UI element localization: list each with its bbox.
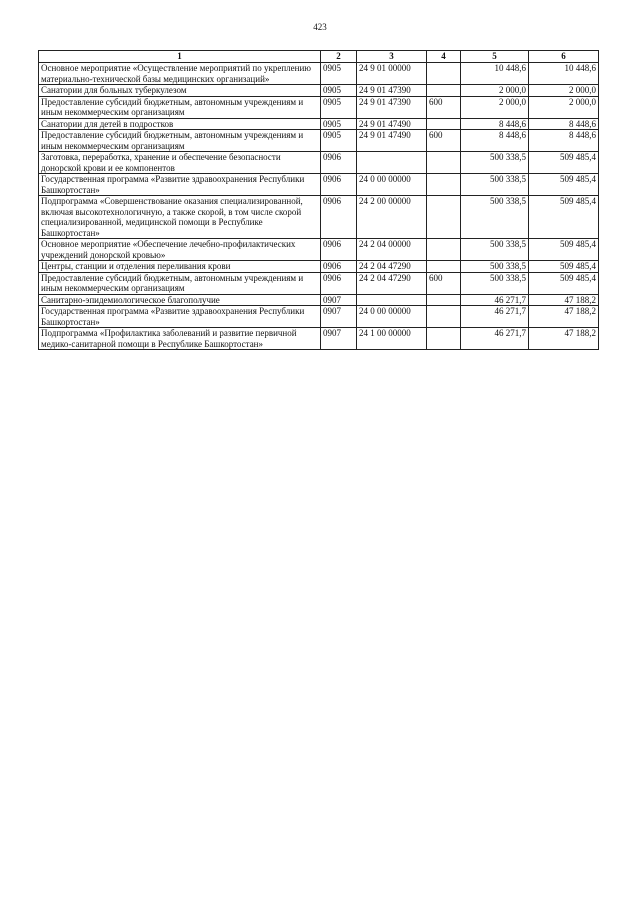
row-amount-year2-cell: 8 448,6 xyxy=(529,130,599,152)
column-header: 2 xyxy=(321,51,357,63)
row-name-cell: Центры, станции и отделения переливания крови xyxy=(39,261,321,273)
row-amount-year1-cell: 2 000,0 xyxy=(461,85,529,97)
row-target-article-cell: 24 1 00 00000 xyxy=(357,328,427,350)
row-expense-type-cell xyxy=(427,118,461,130)
table-row xyxy=(39,294,599,306)
row-name-cell: Подпрограмма «Совершенствование оказания специализированной, включая высокотехнологичную, а также скорой, в том числе скорой специализированной, медицинской помощи в Республике Башкортостан» xyxy=(39,196,321,239)
row-amount-year1-cell: 46 271,7 xyxy=(461,328,529,350)
row-target-article-cell: 24 9 01 47390 xyxy=(357,96,427,118)
table-row xyxy=(39,306,599,328)
row-amount-year2-cell: 2 000,0 xyxy=(529,85,599,97)
row-target-article-cell: 24 2 04 47290 xyxy=(357,272,427,294)
row-expense-type-cell xyxy=(427,306,461,328)
row-amount-year1-cell: 2 000,0 xyxy=(461,96,529,118)
row-amount-year2-cell: 47 188,2 xyxy=(529,328,599,350)
row-section-code-cell: 0907 xyxy=(321,294,357,306)
row-section-code-cell: 0907 xyxy=(321,328,357,350)
row-target-article-cell: 24 2 00 00000 xyxy=(357,196,427,239)
row-expense-type-cell xyxy=(427,63,461,85)
row-name-cell: Предоставление субсидий бюджетным, автономным учреждениям и иным некоммерческим организациям xyxy=(39,272,321,294)
row-amount-year1-cell: 500 338,5 xyxy=(461,261,529,273)
row-target-article-cell: 24 9 01 47490 xyxy=(357,130,427,152)
row-amount-year2-cell: 509 485,4 xyxy=(529,239,599,261)
row-expense-type-cell: 600 xyxy=(427,272,461,294)
row-section-code-cell: 0905 xyxy=(321,130,357,152)
column-header: 6 xyxy=(529,51,599,63)
row-expense-type-cell: 600 xyxy=(427,130,461,152)
row-target-article-cell xyxy=(357,294,427,306)
table-row xyxy=(39,174,599,196)
row-name-cell: Предоставление субсидий бюджетным, автономным учреждениям и иным некоммерческим организациям xyxy=(39,96,321,118)
row-target-article-cell xyxy=(357,152,427,174)
column-header: 3 xyxy=(357,51,427,63)
row-expense-type-cell xyxy=(427,294,461,306)
row-expense-type-cell: 600 xyxy=(427,96,461,118)
row-expense-type-cell xyxy=(427,152,461,174)
column-header: 4 xyxy=(427,51,461,63)
row-amount-year2-cell: 509 485,4 xyxy=(529,174,599,196)
row-amount-year1-cell: 500 338,5 xyxy=(461,272,529,294)
table-row xyxy=(39,85,599,97)
row-name-cell: Государственная программа «Развитие здравоохранения Республики Башкортостан» xyxy=(39,306,321,328)
table-row xyxy=(39,118,599,130)
row-target-article-cell: 24 9 01 47390 xyxy=(357,85,427,97)
table-row xyxy=(39,261,599,273)
row-target-article-cell: 24 2 04 47290 xyxy=(357,261,427,273)
table-row xyxy=(39,328,599,350)
row-name-cell: Заготовка, переработка, хранение и обеспечение безопасности донорской крови и ее компонентов xyxy=(39,152,321,174)
row-name-cell: Основное мероприятие «Осуществление мероприятий по укреплению материально-технической базы медицинских организаций» xyxy=(39,63,321,85)
row-expense-type-cell xyxy=(427,328,461,350)
row-section-code-cell: 0906 xyxy=(321,174,357,196)
row-name-cell: Санитарно-эпидемиологическое благополучие xyxy=(39,294,321,306)
row-section-code-cell: 0905 xyxy=(321,63,357,85)
row-section-code-cell: 0907 xyxy=(321,306,357,328)
row-amount-year1-cell: 500 338,5 xyxy=(461,174,529,196)
row-target-article-cell: 24 0 00 00000 xyxy=(357,306,427,328)
row-section-code-cell: 0905 xyxy=(321,96,357,118)
table-row xyxy=(39,272,599,294)
row-amount-year2-cell: 47 188,2 xyxy=(529,306,599,328)
row-amount-year2-cell: 47 188,2 xyxy=(529,294,599,306)
row-amount-year1-cell: 46 271,7 xyxy=(461,294,529,306)
row-section-code-cell: 0905 xyxy=(321,118,357,130)
page-number: 423 xyxy=(313,22,327,32)
row-amount-year2-cell: 509 485,4 xyxy=(529,196,599,239)
column-header: 1 xyxy=(39,51,321,63)
row-target-article-cell: 24 9 01 47490 xyxy=(357,118,427,130)
row-amount-year2-cell: 10 448,6 xyxy=(529,63,599,85)
row-expense-type-cell xyxy=(427,261,461,273)
budget-table xyxy=(38,50,599,350)
row-amount-year2-cell: 509 485,4 xyxy=(529,152,599,174)
row-amount-year1-cell: 500 338,5 xyxy=(461,152,529,174)
table-header xyxy=(39,51,599,63)
row-amount-year2-cell: 509 485,4 xyxy=(529,272,599,294)
row-expense-type-cell xyxy=(427,174,461,196)
table-row xyxy=(39,63,599,85)
row-amount-year1-cell: 500 338,5 xyxy=(461,239,529,261)
row-amount-year2-cell: 8 448,6 xyxy=(529,118,599,130)
row-section-code-cell: 0905 xyxy=(321,85,357,97)
row-section-code-cell: 0906 xyxy=(321,239,357,261)
row-name-cell: Подпрограмма «Профилактика заболеваний и развитие первичной медико-санитарной помощи в Республике Башкортостан» xyxy=(39,328,321,350)
row-amount-year1-cell: 8 448,6 xyxy=(461,130,529,152)
table-row xyxy=(39,239,599,261)
row-expense-type-cell xyxy=(427,239,461,261)
row-section-code-cell: 0906 xyxy=(321,261,357,273)
row-amount-year2-cell: 509 485,4 xyxy=(529,261,599,273)
row-target-article-cell: 24 2 04 00000 xyxy=(357,239,427,261)
row-section-code-cell: 0906 xyxy=(321,196,357,239)
row-name-cell: Государственная программа «Развитие здравоохранения Республики Башкортостан» xyxy=(39,174,321,196)
table-row xyxy=(39,196,599,239)
header-row xyxy=(39,51,599,63)
row-section-code-cell: 0906 xyxy=(321,272,357,294)
row-amount-year2-cell: 2 000,0 xyxy=(529,96,599,118)
row-target-article-cell: 24 0 00 00000 xyxy=(357,174,427,196)
row-amount-year1-cell: 8 448,6 xyxy=(461,118,529,130)
row-name-cell: Санатории для больных туберкулезом xyxy=(39,85,321,97)
table-row xyxy=(39,130,599,152)
column-header: 5 xyxy=(461,51,529,63)
table-row xyxy=(39,96,599,118)
table-body xyxy=(39,63,599,350)
table-row xyxy=(39,152,599,174)
row-name-cell: Основное мероприятие «Обеспечение лечебно-профилактических учреждений донорской кровью» xyxy=(39,239,321,261)
row-amount-year1-cell: 46 271,7 xyxy=(461,306,529,328)
row-amount-year1-cell: 500 338,5 xyxy=(461,196,529,239)
row-expense-type-cell xyxy=(427,85,461,97)
row-expense-type-cell xyxy=(427,196,461,239)
row-name-cell: Санатории для детей в подростков xyxy=(39,118,321,130)
row-target-article-cell: 24 9 01 00000 xyxy=(357,63,427,85)
row-amount-year1-cell: 10 448,6 xyxy=(461,63,529,85)
row-section-code-cell: 0906 xyxy=(321,152,357,174)
row-name-cell: Предоставление субсидий бюджетным, автономным учреждениям и иным некоммерческим организациям xyxy=(39,130,321,152)
